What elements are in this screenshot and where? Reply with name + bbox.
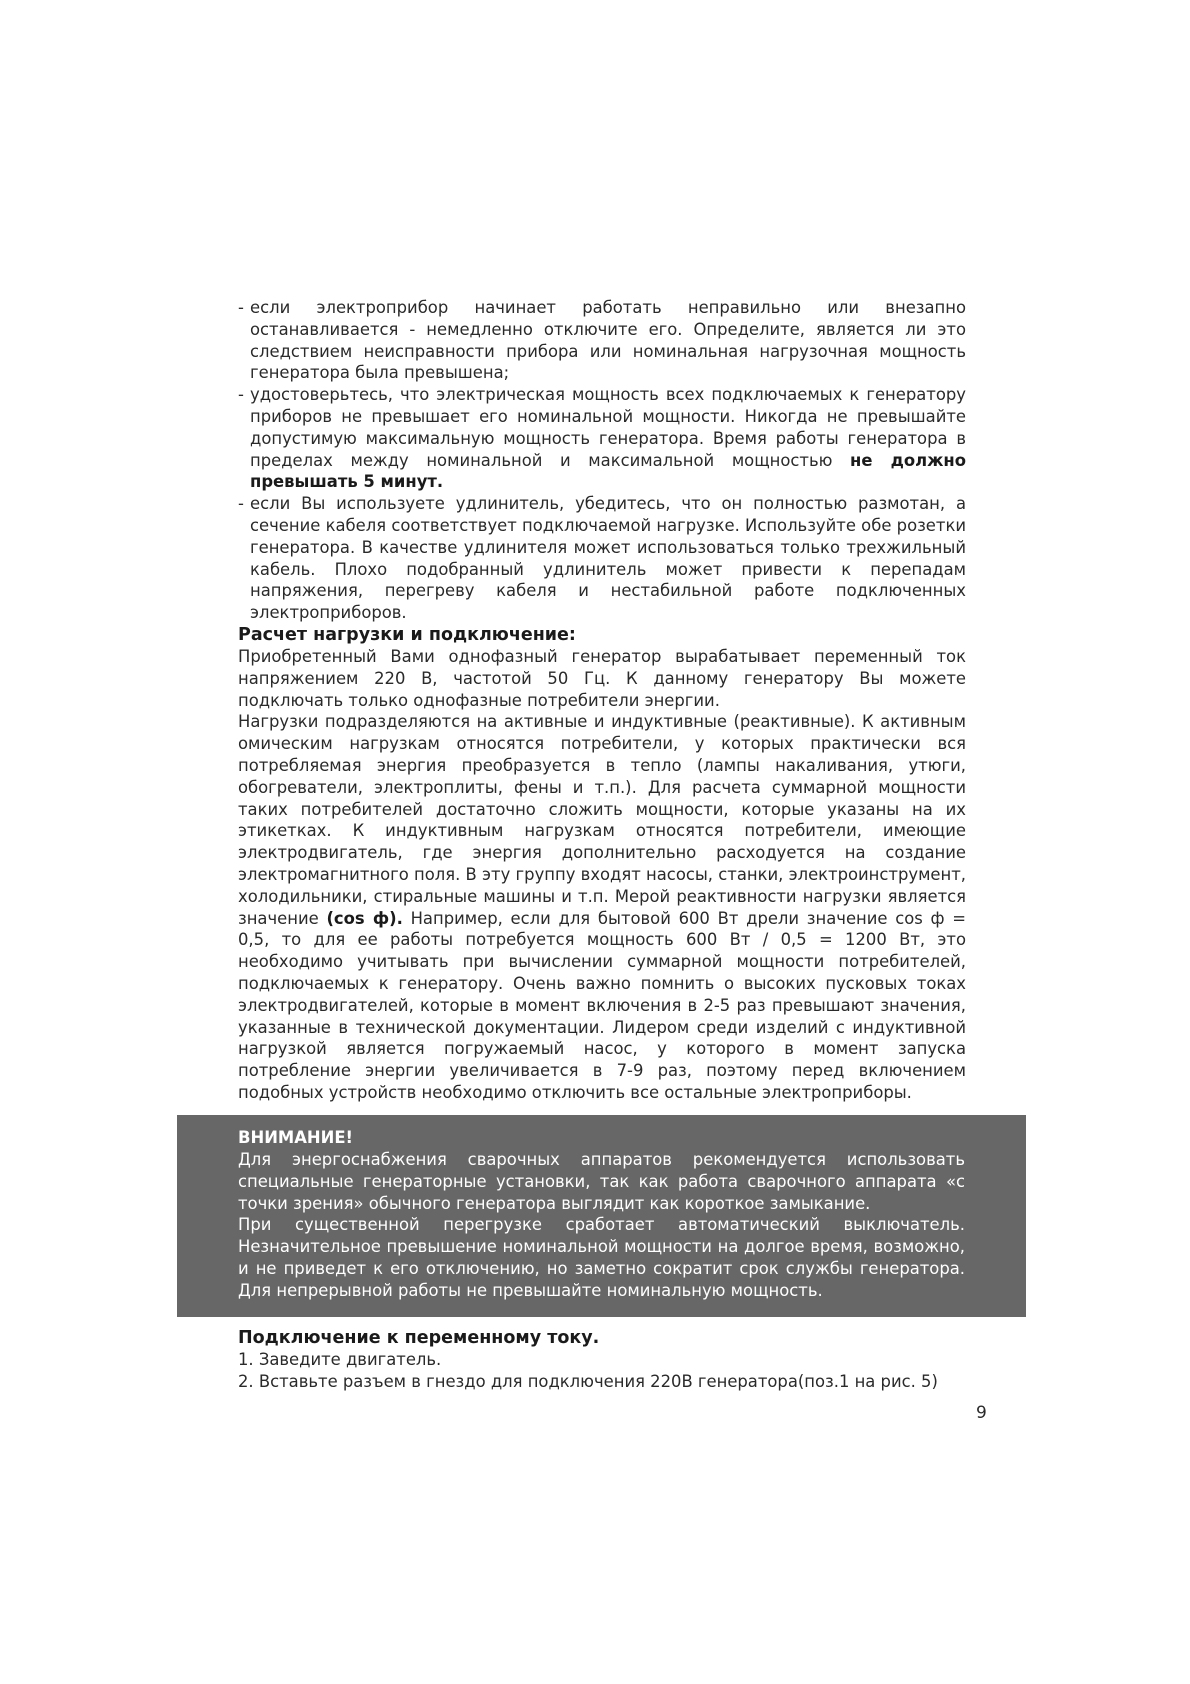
ac-connection-section: [238, 1327, 966, 1393]
bullet-emphasis: не должно превышать 5 минут.: [250, 450, 967, 492]
paragraph: Приобретенный Вами однофазный генератор вырабатывает переменный ток напряжением 220 В, частотой 50 Гц. К данному генератору Вы можете подключать только однофазные потребители энергии.: [238, 647, 966, 710]
section-heading: Подключение к переменному току.: [238, 1328, 600, 1348]
bullet-text: если Вы используете удлинитель, убедитесь, что он полностью размотан, а сечение кабеля соответствует подключаемой нагрузке. Используйте обе розетки генератора. В качестве удлинителя может использоваться только трехжильный кабель. Плохо подобранный удлинитель может привести к перепадам напряжения, перегреву кабеля и нестабильной работе подключенных электроприборов.: [250, 494, 966, 623]
list-item: - если электроприбор начинает работать неправильно или внезапно останавливается - немедленно отключите его. Определите, является ли это следствием неисправности прибора или номинальная нагрузочная мощность генератора была превышена;: [238, 298, 966, 383]
paragraph: Нагрузки подразделяются на активные и индуктивные (реактивные). К активным омическим нагрузкам относятся потребители, у которых практически вся потребляемая энергия преобразуется в тепло (лампы накаливания, утюги, обогреватели, электроплиты, фены и т.п.). Для расчета суммарной мощности таких потребителей достаточно сложить мощности, которые указаны на их этикетках. К индуктивным нагрузкам относятся потребители, имеющие электродвигатель, где энергия дополнительно расходуется на создание электромагнитного поля. В эту группу входят насосы, станки, электроинструмент, холодильники, стиральные машины и т.п. Мерой реактивности нагрузки является значение (cos ф). Например, если для бытовой 600 Вт дрели значение cos ф = 0,5, то для ее работы потребуется мощность 600 Вт / 0,5 = 1200 Вт, это необходимо учитывать при вычислении суммарной мощности потребителей, подключаемых к генератору. Очень важно помнить о высоких пусковых токах электродвигателей, которые в момент включения в 2-5 раз превышают значения, указанные в технической документации. Лидером среди изделий с индуктивной нагрузкой является погружаемый насос, у которого в момент запуска потребление энергии увеличивается в 7-9 раз, поэтому перед включением подобных устройств необходимо отключить все остальные электроприборы.: [238, 712, 966, 1102]
warning-box: [177, 1115, 1026, 1317]
warning-paragraph: Для энергоснабжения сварочных аппаратов рекомендуется использовать специальные генераторные установки, так как работа сварочного аппарата «с точки зрения» обычного генератора выглядит как короткое замыкание.: [238, 1150, 965, 1213]
warning-title: ВНИМАНИЕ!: [238, 1128, 354, 1147]
page-number: 9: [976, 1403, 987, 1423]
warning-paragraph: При существенной перегрузке сработает автоматический выключатель. Незначительное превышение номинальной мощности на долгое время, возможно, и не приведет к его отключению, но заметно сократит срок службы генератора. Для непрерывной работы не превышайте номинальную мощность.: [238, 1215, 965, 1300]
list-item: - удостоверьтесь, что электрическая мощность всех подключаемых к генератору приборов не превышает его номинальной мощности. Никогда не превышайте допустимую максимальную мощность генератора. Время работы генератора в пределах между номинальной и максимальной мощностью не должно превышать 5 минут.: [238, 385, 967, 492]
bullet-text: если электроприбор начинает работать неправильно или внезапно останавливается - немедленно отключите его. Определите, является ли это следствием неисправности прибора или номинальная нагрузочная мощность генератора была превышена;: [250, 298, 966, 383]
step-item: 1. Заведите двигатель.: [238, 1350, 442, 1369]
cos-phi-emphasis: (cos ф).: [326, 908, 403, 928]
load-calculation-section: [238, 624, 966, 1104]
bullet-list: [238, 297, 966, 624]
bullet-text: удостоверьтесь, что электрическая мощность всех подключаемых к генератору приборов не превышает его номинальной мощности. Никогда не превышайте допустимую максимальную мощность генератора. Время работы генератора в пределах между номинальной и максимальной мощностью: [250, 385, 966, 470]
list-item: - если Вы используете удлинитель, убедитесь, что он полностью размотан, а сечение кабеля соответствует подключаемой нагрузке. Используйте обе розетки генератора. В качестве удлинителя может использоваться только трехжильный кабель. Плохо подобранный удлинитель может привести к перепадам напряжения, перегреву кабеля и нестабильной работе подключенных электроприборов.: [238, 494, 966, 623]
section-heading: Расчет нагрузки и подключение:: [238, 625, 576, 645]
step-item: 2. Вставьте разъем в гнездо для подключения 220В генератора(поз.1 на рис. 5): [238, 1371, 938, 1391]
